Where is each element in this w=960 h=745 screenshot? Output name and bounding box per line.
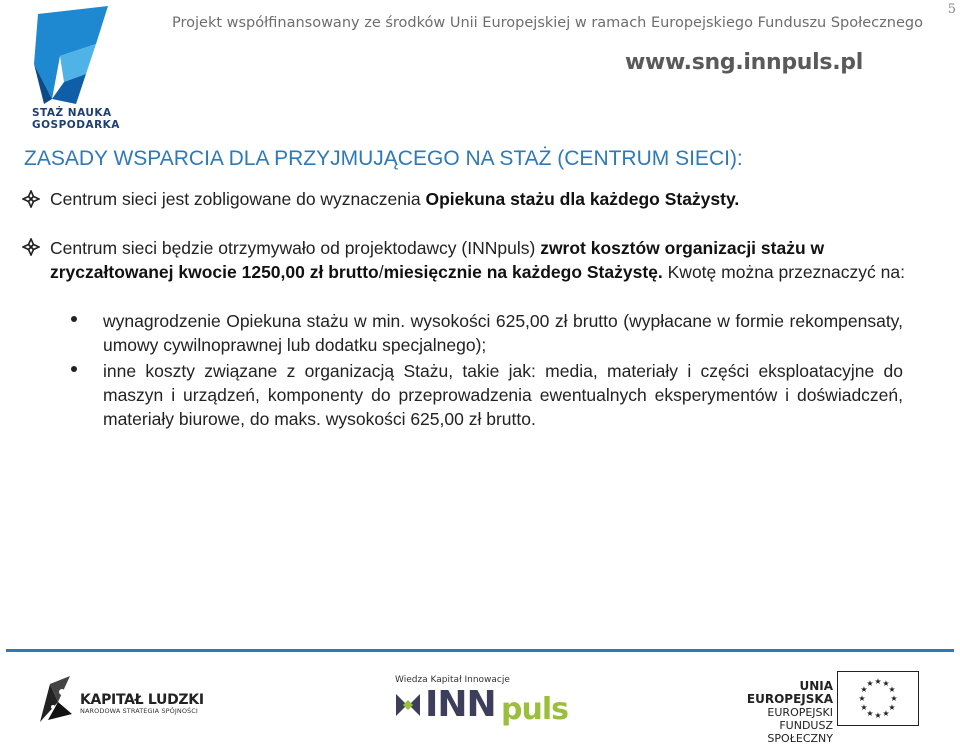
point-2: [50, 236, 905, 284]
point-2-text2: Kwotę można przeznaczyć na:: [662, 262, 905, 282]
svg-text:★: ★: [866, 709, 874, 718]
point-1-text: Centrum sieci jest zobligowane do wyznaczenia: [50, 189, 426, 209]
eu-line3: FUNDUSZ SPOŁECZNY: [767, 719, 833, 745]
svg-text:★: ★: [874, 711, 882, 720]
point-2-slash: /: [378, 262, 384, 282]
innpuls-mark-icon: [395, 692, 421, 718]
eu-line2: EUROPEJSKI: [767, 706, 833, 719]
svg-text:★: ★: [860, 703, 868, 712]
svg-text:★: ★: [882, 709, 890, 718]
svg-text:★: ★: [860, 685, 868, 694]
svg-text:★: ★: [888, 685, 896, 694]
innpuls-tagline: Wiedza Kapitał Innowacje: [395, 675, 510, 685]
svg-text:★: ★: [882, 679, 890, 688]
subpoint-1: wynagrodzenie Opiekuna stażu w min. wysokości 625,00 zł brutto (wypłacane w formie rekompensaty, umowy cywilnoprawnej lub dodatku specjalnego);: [103, 311, 903, 355]
innpuls-inn-text: INN: [425, 684, 496, 725]
logo-text-line1: STAŻ NAUKA: [32, 107, 112, 119]
kapital-ludzki-logo-icon: [36, 674, 74, 724]
svg-text:★: ★: [888, 703, 896, 712]
point-2-bold2: miesięcznie na każdego Stażystę.: [383, 262, 663, 282]
website-url[interactable]: www.sng.innpuls.pl: [625, 50, 863, 75]
kapital-ludzki-subtitle: NARODOWA STRATEGIA SPÓJNOŚCI: [80, 707, 198, 715]
sng-logo-text: [32, 107, 120, 131]
point-2-bold: zwrot kosztów organizacji stażu w zryczałtowanej kwocie 1250,00 zł brutto: [50, 238, 825, 282]
footer-divider: [6, 649, 954, 652]
section-heading: ZASADY WSPARCIA DLA PRZYJMUJĄCEGO NA STAŻ (CENTRUM SIECI):: [24, 147, 743, 170]
diamond-bullet-icon: [22, 238, 40, 256]
svg-text:★: ★: [874, 677, 882, 686]
svg-text:★: ★: [858, 694, 866, 703]
innpuls-puls-text: puls: [501, 692, 568, 727]
point-1-bold: Opiekuna stażu dla każdego Stażysty.: [425, 189, 740, 209]
svg-text:★: ★: [866, 679, 874, 688]
diamond-bullet-icon: [22, 190, 40, 208]
eu-line1: UNIA EUROPEJSKA: [746, 679, 833, 706]
point-2-text: Centrum sieci będzie otrzymywało od projektodawcy (INNpuls): [50, 238, 541, 258]
project-cofinancing-line: Projekt współfinansowany ze środków Unii Europejskiej w ramach Europejskiego Funduszu Społecznego: [172, 15, 923, 31]
page-number: 5: [947, 2, 956, 17]
kapital-ludzki-title: KAPITAŁ LUDZKI: [80, 692, 204, 708]
subpoint-2: inne koszty związane z organizacją Stażu, takie jak: media, materiały i części eksploatacyjne do maszyn i urządzeń, komponenty do przeprowadzenia ewentualnych eksperymentów i doświadczeń, materiały biurowe, do maks. wysokości 625,00 zł brutto.: [103, 361, 903, 429]
svg-text:★: ★: [890, 694, 898, 703]
logo-text-line2: GOSPODARKA: [32, 119, 120, 131]
dot-bullet-icon: [71, 316, 77, 322]
dot-bullet-icon: [71, 366, 77, 372]
eu-flag-icon: [837, 671, 919, 726]
point-1: [50, 187, 905, 211]
eu-label: [713, 680, 833, 745]
